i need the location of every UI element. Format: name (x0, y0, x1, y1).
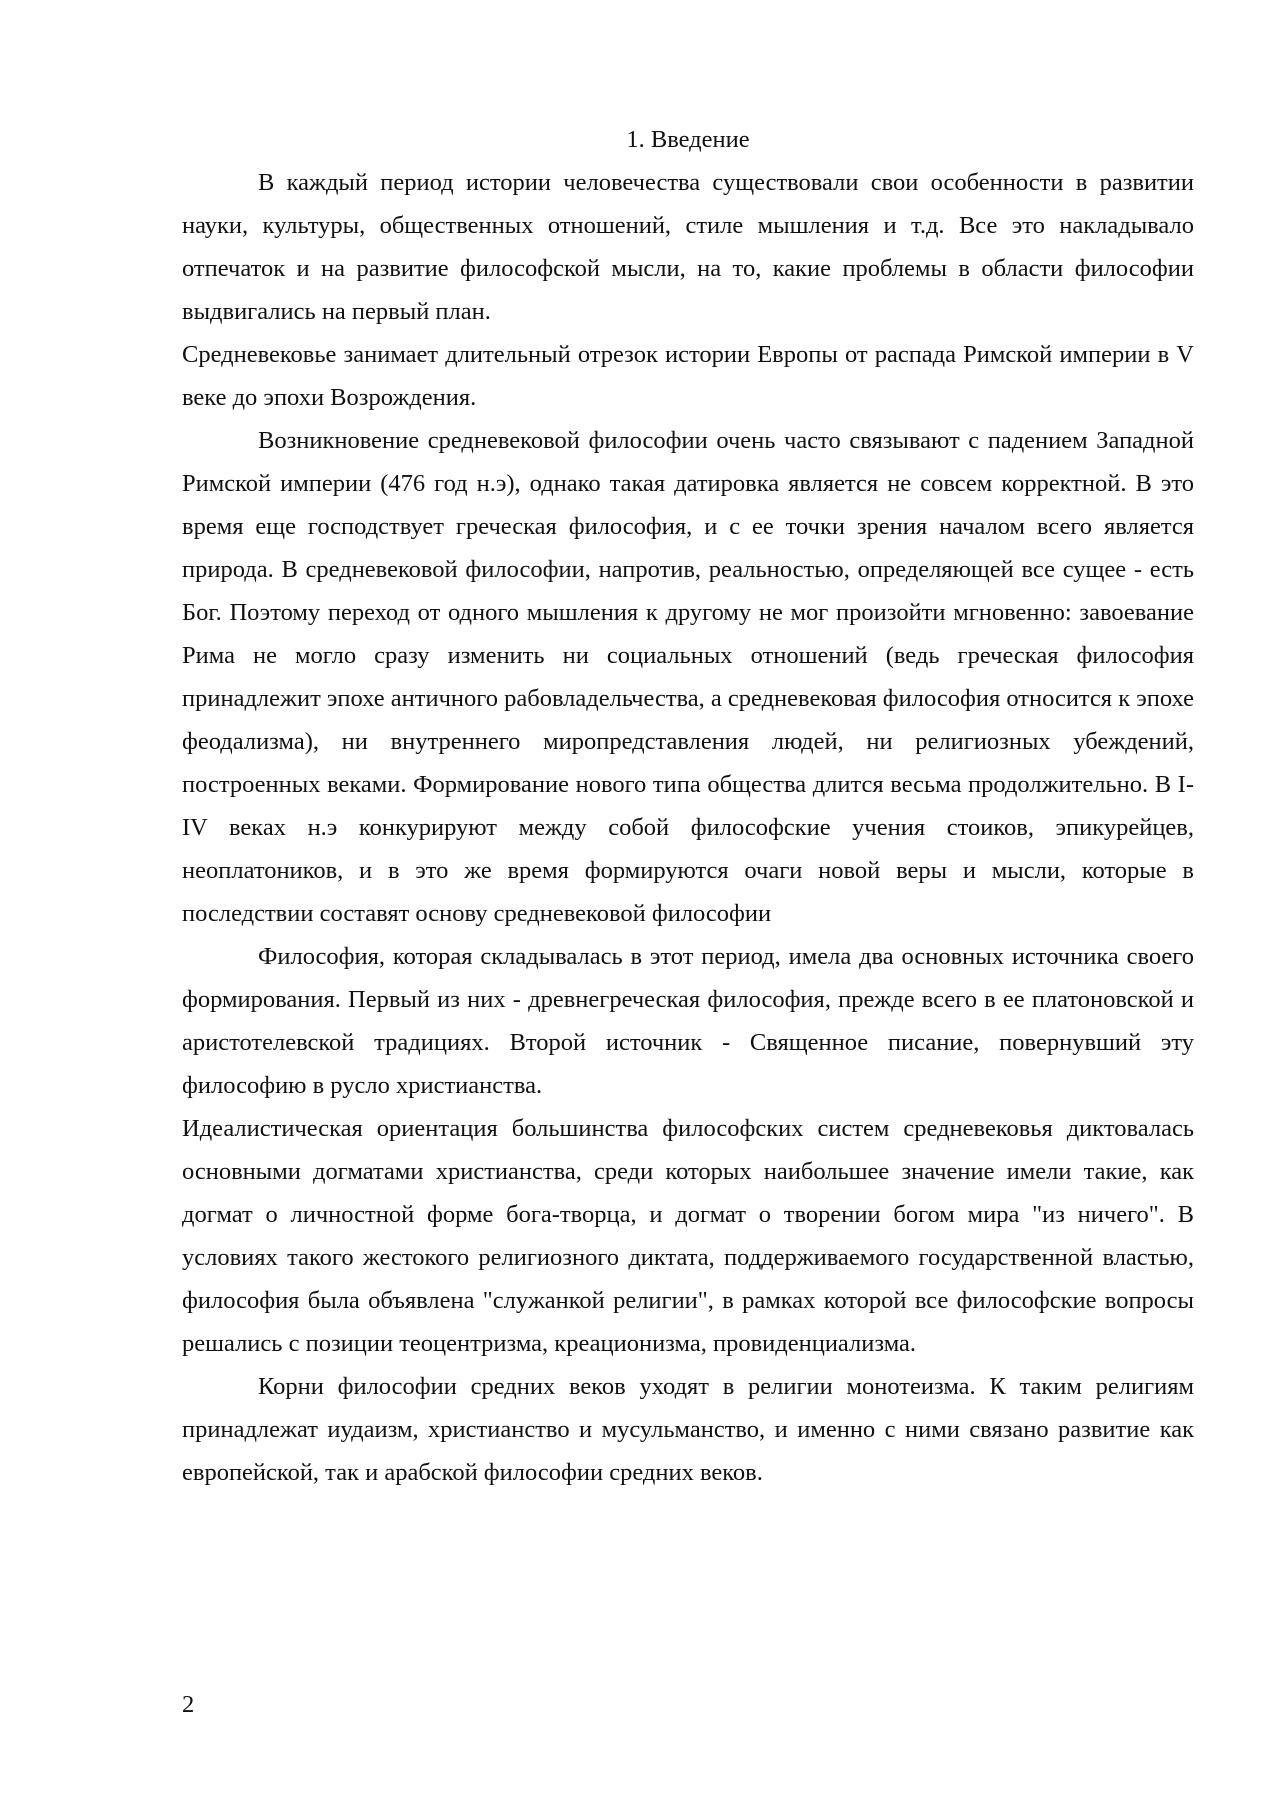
section-title: 1. Введение (626, 126, 750, 153)
paragraph-2: Средневековье занимает длительный отрезок истории Европы от распада Римской империи в V веке до эпохи Возрождения. (182, 341, 1194, 411)
paragraph-3: Возникновение средневековой философии очень часто связывают с падением Западной Римской империи (476 год н.э), однако такая датировка является не совсем корректной. В это время еще господствует греческая философия, и с ее точки зрения началом всего является природа. В средневековой философии, напротив, реальностью, определяющей все сущее - есть Бог. Поэтому переход от одного мышления к другому не мог произойти мгновенно: завоевание Рима не могло сразу изменить ни социальных отношений (ведь греческая философия принадлежит эпохе античного рабовладельчества, а средневековая философия относится к эпохе феодализма), ни внутреннего миропредставления людей, ни религиозных убеждений, построенных веками. Формирование нового типа общества длится весьма продолжительно. В I-IV веках н.э конкурируют между собой философские учения стоиков, эпикурейцев, неоплатоников, и в это же время формируются очаги новой веры и мысли, которые в последствии составят основу средневековой философии (182, 427, 1195, 927)
paragraph-6: Корни философии средних веков уходят в религии монотеизма. К таким религиям принадлежат иудаизм, христианство и мусульманство, и именно с ними связано развитие как европейской, так и арабской философии средних веков. (182, 1373, 1194, 1486)
paragraph-5: Идеалистическая ориентация большинства философских систем средневековья диктовалась основными догматами христианства, среди которых наибольшее значение имели такие, как догмат о личностной форме бога-творца, и догмат о творении богом мира "из ничего". В условиях такого жестокого религиозного диктата, поддерживаемого государственной властью, философия была объявлена "служанкой религии", в рамках которой все философские вопросы решались с позиции теоцентризма, креационизма, провиденциализма. (182, 1115, 1194, 1357)
paragraph-1: В каждый период истории человечества существовали свои особенности в развитии науки, культуры, общественных отношений, стиле мышления и т.д. Все это накладывало отпечаток и на развитие философской мысли, на то, какие проблемы в области философии выдвигались на первый план. (182, 169, 1194, 325)
page-content (182, 118, 1194, 1494)
paragraph-4: Философия, которая складывалась в этот период, имела два основных источника своего формирования. Первый из них - древнегреческая философия, прежде всего в ее платоновской и аристотелевской традициях. Второй источник - Священное писание, повернувший эту философию в русло христианства. (182, 943, 1194, 1099)
page-number: 2 (182, 1691, 195, 1718)
